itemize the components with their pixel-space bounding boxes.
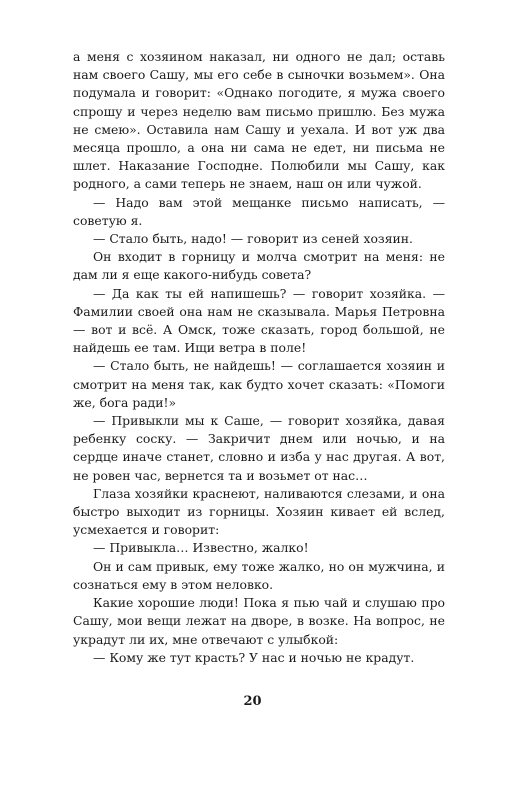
paragraph: — Привыкли мы к Саше, — говорит хозяйка, давая ребенку соску. — Закричит днем или ночью, и на сердце иначе станет, словно и изба у нас другая. А вот, не ровен час, вернется та и возьмет от нас…: [73, 413, 445, 483]
paragraph: — Стало быть, не найдешь! — соглашается хозяин и смотрит на меня так, как будто хочет сказать: «Помоги же, бога ради!»: [73, 358, 445, 410]
paragraph: Он и сам привык, ему тоже жалко, но он мужчина, и сознаться ему в этом неловко.: [73, 558, 445, 592]
paragraph: — Привыкла… Известно, жалко!: [93, 540, 309, 556]
paragraph: — Стало быть, надо! — говорит из сеней хозяин.: [93, 231, 413, 247]
paragraph: Он входит в горницу и молча смотрит на меня: не дам ли я еще какого-нибудь совета?: [73, 249, 445, 283]
page-number: 20: [243, 694, 262, 709]
paragraph: а меня с хозяином наказал, ни одного не дал; оставь нам своего Сашу, мы его себе в сыночки возьмем». Она подумала и говорит: «Однако погодите, я мужа своего спрошу и через неделю вам письмо пришлю. Без мужа не смею». Оставила нам Сашу и уехала. И вот уж два месяца прошло, а она ни сама не едет, ни письма не шлет. Наказание Господне. Полюбили мы Сашу, как родного, а сами теперь не знаем, наш он или чужой.: [73, 49, 445, 192]
book-page: [73, 48, 445, 667]
body-text: [73, 48, 445, 667]
paragraph: Глаза хозяйки краснеют, наливаются слезами, и она быстро выходит из горницы. Хозяин кивает ей вслед, усмехается и говорит:: [73, 485, 445, 538]
paragraph: — Кому же тут красть? У нас и ночью не крадут.: [93, 649, 415, 665]
paragraph: — Надо вам этой мещанке письмо написать, — советую я.: [73, 194, 445, 228]
paragraph: Какие хорошие люди! Пока я пью чай и слушаю про Сашу, мои вещи лежат на дворе, в возке. На вопрос, не украдут ли их, мне отвечают с улыбкой:: [73, 595, 445, 647]
paragraph: — Да как ты ей напишешь? — говорит хозяйка. — Фамилии своей она нам не сказывала. Марья Петровна — вот и всё. А Омск, тоже сказать, город большой, не найдешь ее там. Ищи ветра в поле!: [73, 285, 445, 356]
